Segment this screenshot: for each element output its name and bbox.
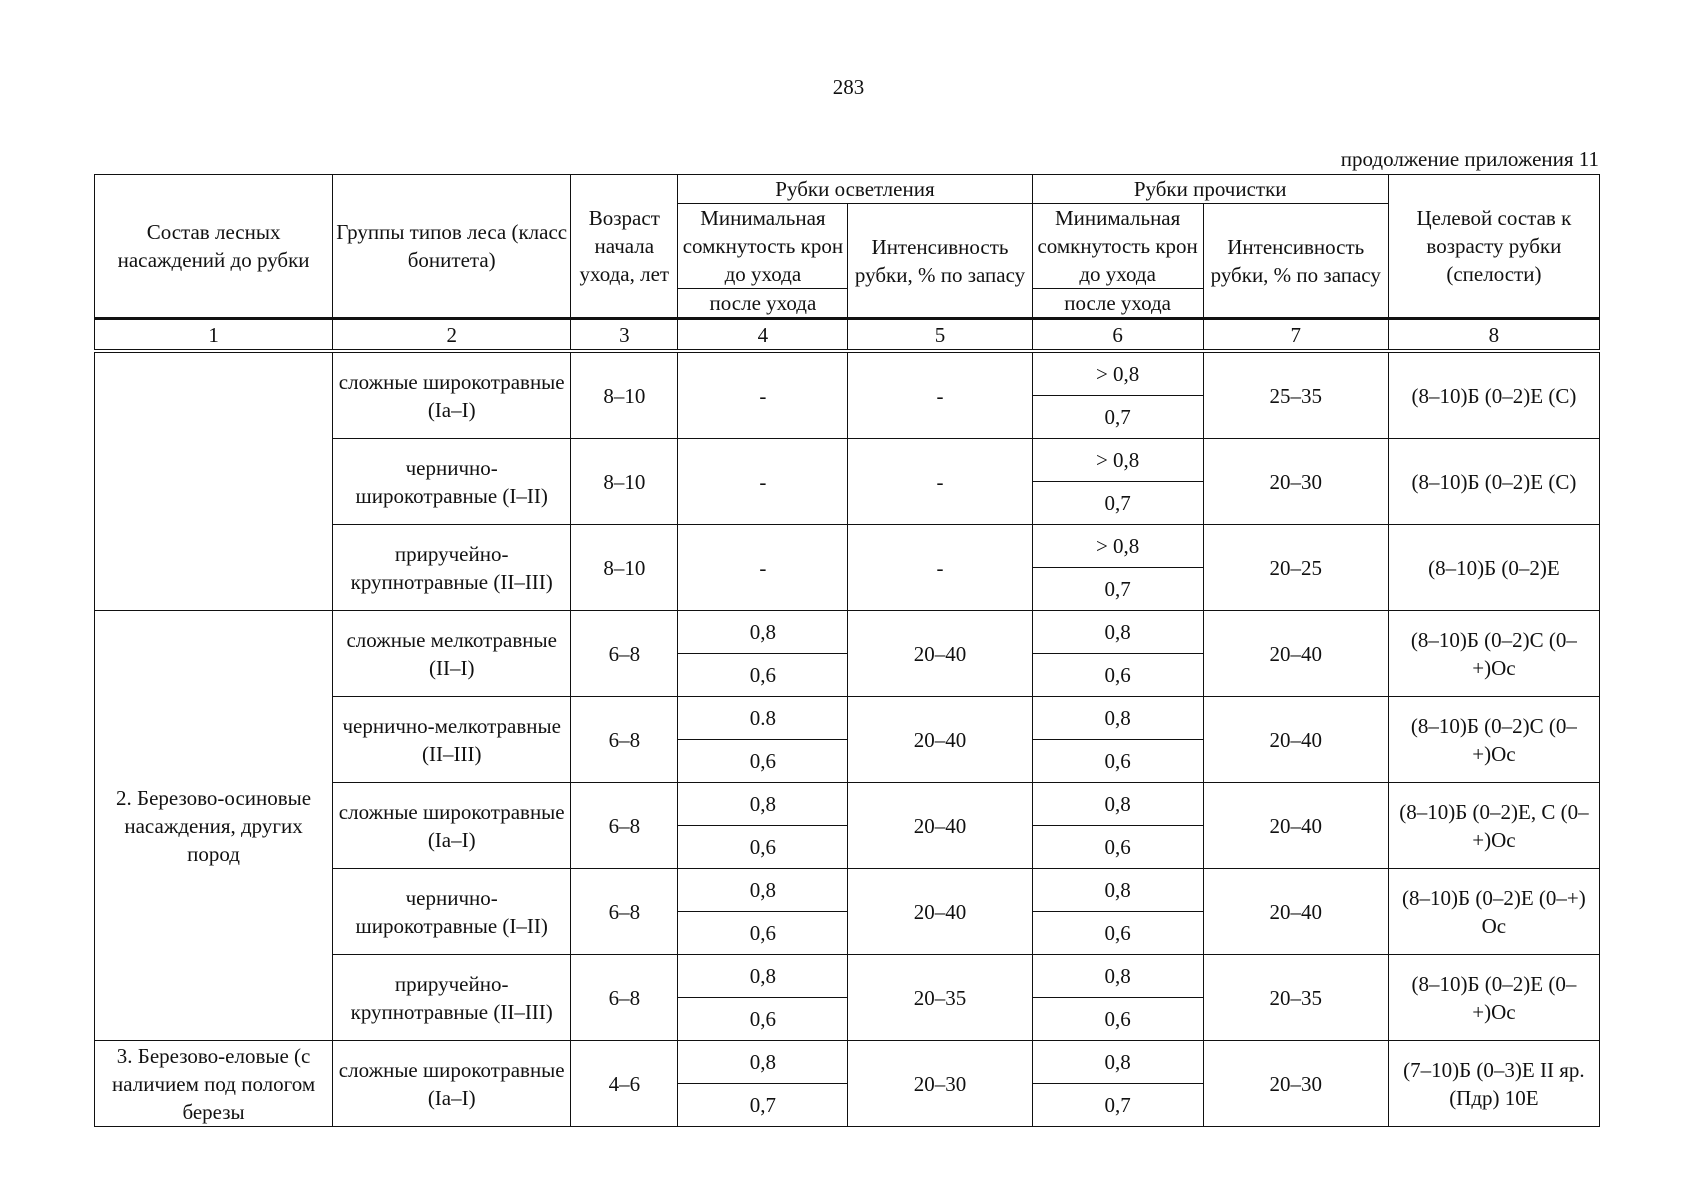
pro-intensity-cell: 20–30 <box>1203 1041 1388 1127</box>
forest-type-cell: приручейно-крупнотравные (II–III) <box>333 955 571 1041</box>
header-pro-min-closure: Минимальная сомкнутость крон до ухода <box>1032 204 1203 289</box>
header-composition-before: Состав лесных насаждений до рубки <box>95 175 333 319</box>
pro-closure-after-cell: 0,6 <box>1032 998 1203 1041</box>
pro-closure-before-cell: 0,8 <box>1032 783 1203 826</box>
target-composition-cell: (7–10)Б (0–3)Е II яр. (Пдр) 10Е <box>1388 1041 1599 1127</box>
osv-closure-after-cell: 0,6 <box>678 912 848 955</box>
osv-closure-before-cell: - <box>678 439 848 525</box>
column-number-3: 3 <box>571 319 678 352</box>
osv-closure-after-cell: 0,6 <box>678 998 848 1041</box>
header-group-prochistka: Рубки прочистки <box>1032 175 1388 204</box>
pro-closure-before-cell: 0,8 <box>1032 869 1203 912</box>
header-osv-after: после ухода <box>678 289 848 319</box>
pro-intensity-cell: 20–40 <box>1203 611 1388 697</box>
composition-cell: 3. Березово-еловые (с наличием под пологом березы <box>95 1041 333 1127</box>
pro-intensity-cell: 20–35 <box>1203 955 1388 1041</box>
composition-cell <box>95 351 333 611</box>
target-composition-cell: (8–10)Б (0–2)Е (С) <box>1388 351 1599 439</box>
osv-closure-before-cell: 0,8 <box>678 869 848 912</box>
pro-closure-before-cell: 0,8 <box>1032 1041 1203 1084</box>
osv-intensity-cell: - <box>848 439 1032 525</box>
page-number: 283 <box>832 75 865 99</box>
target-composition-cell: (8–10)Б (0–2)С (0–+)Ос <box>1388 611 1599 697</box>
forest-type-cell: чернично-широкотравные (I–II) <box>333 439 571 525</box>
pro-closure-after-cell: 0,6 <box>1032 912 1203 955</box>
header-target-composition: Целевой состав к возрасту рубки (спелости) <box>1388 175 1599 319</box>
target-composition-cell: (8–10)Б (0–2)Е, С (0–+)Ос <box>1388 783 1599 869</box>
osv-intensity-cell: 20–35 <box>848 955 1032 1041</box>
column-number-8: 8 <box>1388 319 1599 352</box>
pro-closure-after-cell: 0,7 <box>1032 482 1203 525</box>
forest-type-cell: чернично-широкотравные (I–II) <box>333 869 571 955</box>
osv-closure-before-cell: 0,8 <box>678 611 848 654</box>
osv-intensity-cell: 20–30 <box>848 1041 1032 1127</box>
header-pro-after: после ухода <box>1032 289 1203 319</box>
start-age-cell: 6–8 <box>571 697 678 783</box>
pro-closure-before-cell: 0,8 <box>1032 697 1203 740</box>
composition-cell: 2. Березово-осиновые насаждения, других пород <box>95 611 333 1041</box>
column-number-5: 5 <box>848 319 1032 352</box>
forest-type-cell: сложные широкотравные (Iа–I) <box>333 1041 571 1127</box>
osv-closure-after-cell: 0,6 <box>678 740 848 783</box>
column-number-4: 4 <box>678 319 848 352</box>
osv-closure-before-cell: - <box>678 351 848 439</box>
pro-closure-before-cell: 0,8 <box>1032 955 1203 998</box>
pro-closure-after-cell: 0,7 <box>1032 1084 1203 1127</box>
table-row <box>95 611 1600 654</box>
start-age-cell: 6–8 <box>571 783 678 869</box>
pro-closure-after-cell: 0,6 <box>1032 654 1203 697</box>
header-forest-type-groups: Группы типов леса (класс бонитета) <box>333 175 571 319</box>
header-start-age: Возраст начала ухода, лет <box>571 175 678 319</box>
osv-closure-before-cell: 0.8 <box>678 697 848 740</box>
target-composition-cell: (8–10)Б (0–2)Е (0–+) Ос <box>1388 869 1599 955</box>
start-age-cell: 6–8 <box>571 869 678 955</box>
start-age-cell: 8–10 <box>571 525 678 611</box>
pro-intensity-cell: 20–40 <box>1203 697 1388 783</box>
pro-closure-after-cell: 0,6 <box>1032 826 1203 869</box>
column-number-row <box>95 319 1600 352</box>
pro-closure-before-cell: > 0,8 <box>1032 525 1203 568</box>
pro-intensity-cell: 20–25 <box>1203 525 1388 611</box>
pro-closure-after-cell: 0,7 <box>1032 396 1203 439</box>
start-age-cell: 8–10 <box>571 439 678 525</box>
start-age-cell: 4–6 <box>571 1041 678 1127</box>
header-group-osvetlenie: Рубки осветления <box>678 175 1032 204</box>
pro-intensity-cell: 20–40 <box>1203 869 1388 955</box>
pro-closure-before-cell: > 0,8 <box>1032 439 1203 482</box>
osv-closure-after-cell: 0,6 <box>678 654 848 697</box>
continuation-label: продолжение приложения 11 <box>1340 147 1599 171</box>
pro-closure-before-cell: 0,8 <box>1032 611 1203 654</box>
forest-type-cell: сложные широкотравные (Iа–I) <box>333 783 571 869</box>
pro-closure-after-cell: 0,6 <box>1032 740 1203 783</box>
header-osv-intensity: Интенсивность рубки, % по запасу <box>848 204 1032 319</box>
pro-intensity-cell: 25–35 <box>1203 351 1388 439</box>
start-age-cell: 6–8 <box>571 955 678 1041</box>
pro-intensity-cell: 20–40 <box>1203 783 1388 869</box>
osv-intensity-cell: - <box>848 525 1032 611</box>
osv-closure-before-cell: 0,8 <box>678 955 848 998</box>
header-pro-intensity: Интенсивность рубки, % по запасу <box>1203 204 1388 319</box>
table-body <box>95 351 1600 1127</box>
osv-intensity-cell: 20–40 <box>848 611 1032 697</box>
column-number-7: 7 <box>1203 319 1388 352</box>
forest-type-cell: сложные мелкотравные (II–I) <box>333 611 571 697</box>
osv-closure-before-cell: 0,8 <box>678 783 848 826</box>
pro-intensity-cell: 20–30 <box>1203 439 1388 525</box>
pro-closure-after-cell: 0,7 <box>1032 568 1203 611</box>
target-composition-cell: (8–10)Б (0–2)Е (0–+)Ос <box>1388 955 1599 1041</box>
forest-thinning-table <box>94 174 1600 1127</box>
column-number-2: 2 <box>333 319 571 352</box>
start-age-cell: 8–10 <box>571 351 678 439</box>
table-row <box>95 1041 1600 1084</box>
osv-closure-after-cell: 0,7 <box>678 1084 848 1127</box>
start-age-cell: 6–8 <box>571 611 678 697</box>
table-row <box>95 351 1600 396</box>
target-composition-cell: (8–10)Б (0–2)С (0–+)Ос <box>1388 697 1599 783</box>
osv-closure-after-cell: 0,6 <box>678 826 848 869</box>
forest-type-cell: приручейно-крупнотравные (II–III) <box>333 525 571 611</box>
forest-type-cell: чернично-мелкотравные (II–III) <box>333 697 571 783</box>
osv-intensity-cell: 20–40 <box>848 869 1032 955</box>
osv-intensity-cell: 20–40 <box>848 783 1032 869</box>
target-composition-cell: (8–10)Б (0–2)Е <box>1388 525 1599 611</box>
osv-intensity-cell: - <box>848 351 1032 439</box>
pro-closure-before-cell: > 0,8 <box>1032 351 1203 396</box>
osv-intensity-cell: 20–40 <box>848 697 1032 783</box>
forest-type-cell: сложные широкотравные (Iа–I) <box>333 351 571 439</box>
column-number-1: 1 <box>95 319 333 352</box>
osv-closure-before-cell: 0,8 <box>678 1041 848 1084</box>
target-composition-cell: (8–10)Б (0–2)Е (С) <box>1388 439 1599 525</box>
osv-closure-before-cell: - <box>678 525 848 611</box>
column-number-6: 6 <box>1032 319 1203 352</box>
header-osv-min-closure: Минимальная сомкнутость крон до ухода <box>678 204 848 289</box>
